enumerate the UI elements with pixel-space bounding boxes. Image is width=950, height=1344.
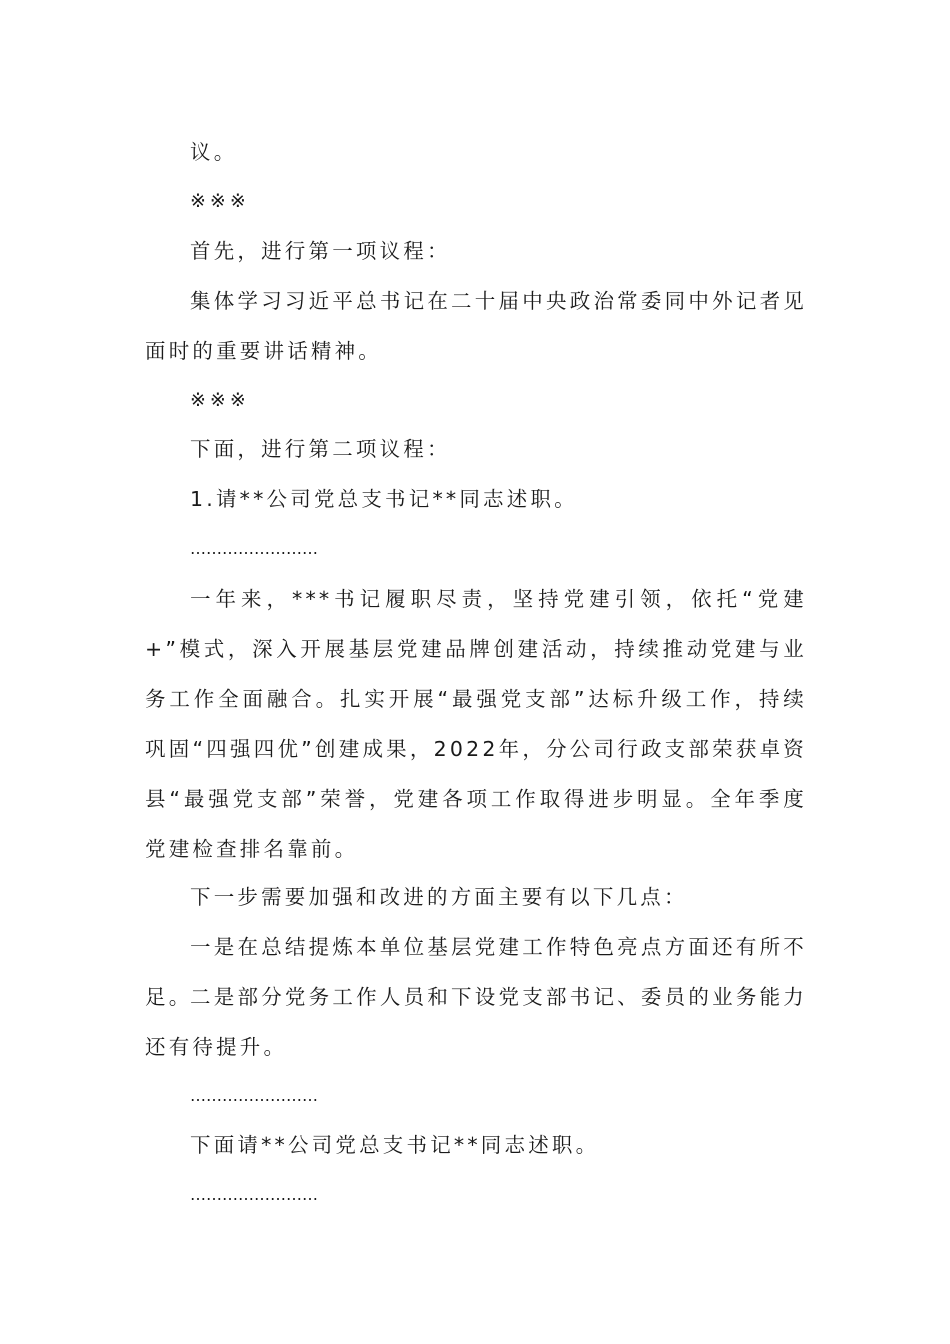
section-separator: ※※※ — [190, 389, 250, 411]
paragraph-agenda-item-1: 首先，进行第一项议程： — [190, 239, 451, 263]
paragraph-work-summary: 一年来，***书记履职尽责，坚持党建引领，依托“党建+”模式，深入开展基层党建品牌创建活动，持续推动党建与业务工作全面融合。扎实开展“最强党支部”达标升级工作，持续巩固“四强四优”创建成果，2022年，分公司行政支部荣获卓资县“最强党支部”荣誉，党建各项工作取得进步明显。全年季度党建检查排名靠前。 — [145, 587, 807, 861]
ellipsis-line: …………………… — [190, 1185, 318, 1204]
paragraph-agenda-item-2: 下面，进行第二项议程： — [190, 437, 451, 461]
paragraph-report-request-2: 下面请**公司党总支书记**同志述职。 — [190, 1133, 600, 1157]
section-separator: ※※※ — [190, 190, 250, 212]
paragraph-improvements-intro: 下一步需要加强和改进的方面主要有以下几点： — [190, 885, 688, 909]
paragraph-improvement-2: 二是部分党务工作人员和下设党支部书记、委员的业务能力还有待提升。 — [145, 985, 807, 1059]
paragraph-report-request-1: 1.请**公司党总支书记**同志述职。 — [190, 487, 578, 511]
paragraph-study-topic: 集体学习习近平总书记在二十届中央政治常委同中外记者见面时的重要讲话精神。 — [145, 289, 807, 363]
ellipsis-line: …………………… — [190, 539, 318, 558]
paragraph-improvement-1: 一是在总结提炼本单位基层党建工作特色亮点方面还有所不足。 — [145, 935, 807, 1009]
paragraph-continuation: 议。 — [190, 140, 238, 164]
ellipsis-line: …………………… — [190, 1086, 318, 1105]
